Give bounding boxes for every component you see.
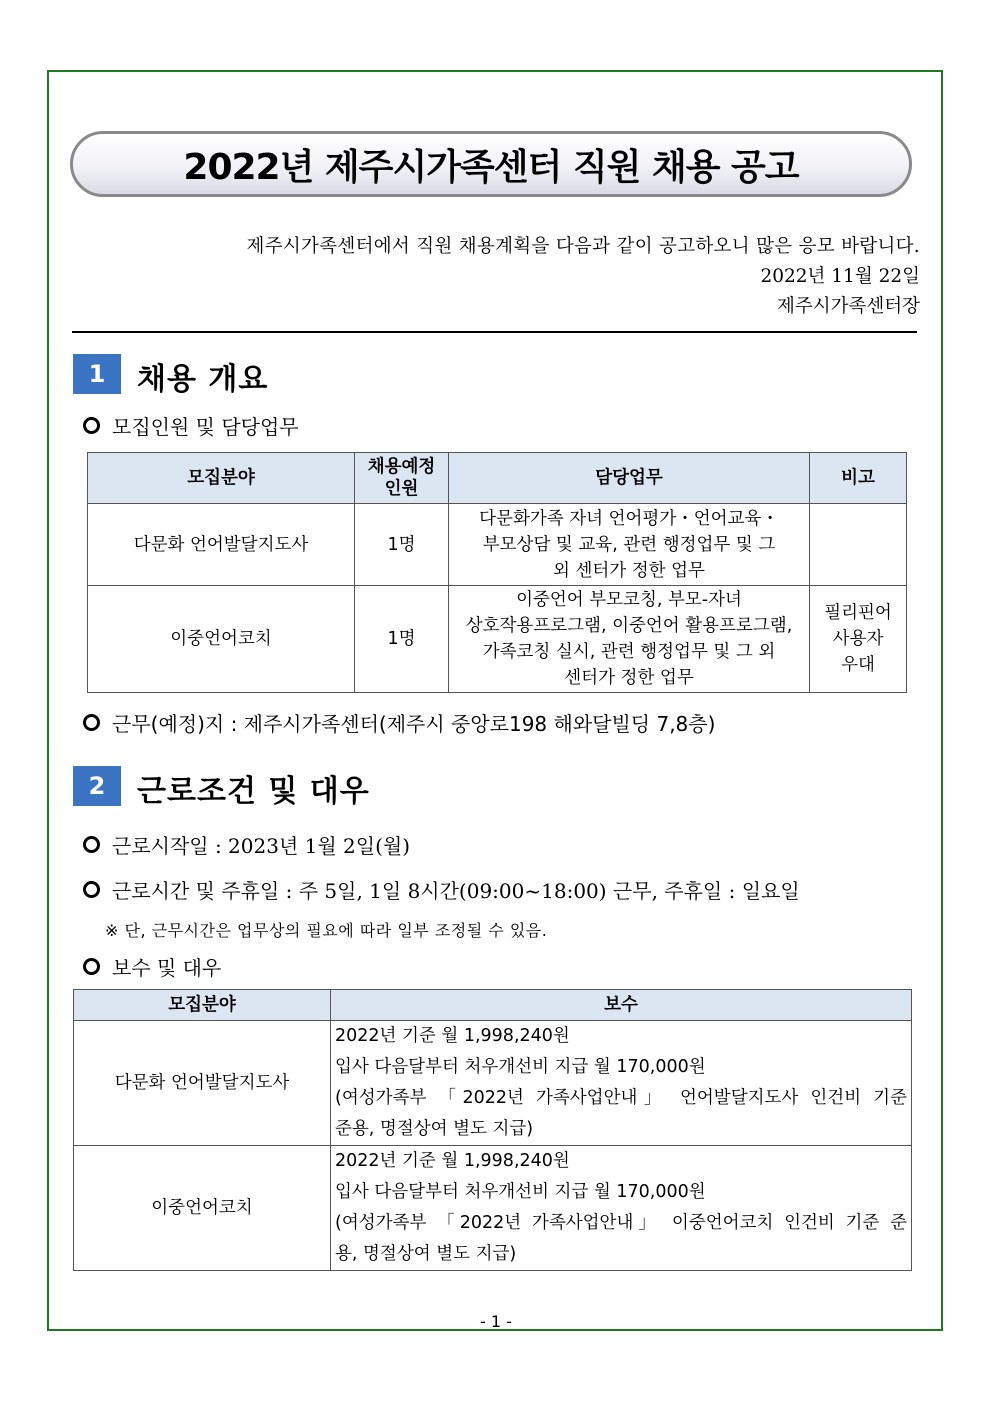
pay-heading: 보수 및 대우 [83, 952, 221, 981]
field-cell: 다문화 언어발달지도사 [74, 1021, 331, 1146]
duty-cell: 이중언어 부모코칭, 부모-자녀 상호작용프로그램, 이중언어 활용프로그램, 가족코칭 실시, 관련 행정업무 및 그 외 센터가 정한 업무 [449, 586, 810, 693]
table-row [88, 586, 907, 693]
duty-cell: 다문화가족 자녀 언어평가・언어교육・ 부모상담 및 교육, 관련 행정업무 및 그 외 센터가 정한 업무 [449, 504, 810, 586]
table-row [74, 1146, 912, 1271]
field-cell: 이중언어코치 [88, 586, 355, 693]
field-cell: 다문화 언어발달지도사 [88, 504, 355, 586]
pay-cell: 2022년 기준 월 1,998,240원 입사 다음달부터 처우개선비 지급 월 170,000원 (여성가족부 「2022년 가족사업안내」 이중언어코치 인건비 기준 준 용, 명절상여 별도 지급) [331, 1146, 912, 1271]
section-2-number: 2 [73, 766, 121, 806]
announcement-date: 2022년 11월 22일 [760, 266, 920, 287]
header-pay: 보수 [331, 990, 912, 1021]
page-number: - 1 - [480, 1312, 512, 1331]
header-note: 비고 [810, 453, 907, 504]
title-banner [70, 131, 912, 197]
field-cell: 이중언어코치 [74, 1146, 331, 1271]
workplace-line: 근무(예정)지 : 제주시가족센터(제주시 중앙로198 해와달빌딩 7,8층) [83, 708, 715, 737]
issuer: 제주시가족센터장 [777, 296, 920, 317]
ring-bullet-icon [83, 714, 100, 731]
count-cell: 1명 [355, 504, 449, 586]
divider [72, 331, 917, 333]
table-row [88, 504, 907, 586]
section-2-title: 근로조건 및 대우 [137, 774, 370, 809]
section-1-title: 채용 개요 [137, 362, 269, 397]
note-cell [810, 504, 907, 586]
ring-bullet-icon [83, 881, 100, 898]
ring-bullet-icon [83, 417, 100, 434]
header-field: 모집분야 [88, 453, 355, 504]
hours-line: 근로시간 및 주휴일 : 주 5일, 1일 8시간(09:00~18:00) 근무, 주휴일 : 일요일 [83, 875, 800, 904]
section-1-number: 1 [73, 354, 121, 394]
header-field: 모집분야 [74, 990, 331, 1021]
header-duty: 담당업무 [449, 453, 810, 504]
ring-bullet-icon [83, 958, 100, 975]
start-date-line: 근로시작일 : 2023년 1월 2일(월) [83, 830, 410, 859]
recruit-heading: 모집인원 및 담당업무 [83, 411, 299, 440]
note-cell: 필리핀어 사용자 우대 [810, 586, 907, 693]
pay-table [73, 989, 912, 1271]
table-row [74, 1021, 912, 1146]
hours-note: ※ 단, 근무시간은 업무상의 필요에 따라 일부 조정될 수 있음. [105, 921, 548, 940]
page-title: 2022년 제주시가족센터 직원 채용 공고 [183, 146, 799, 188]
count-cell: 1명 [355, 586, 449, 693]
header-count: 채용예정 인원 [355, 453, 449, 504]
intro-text: 제주시가족센터에서 직원 채용계획을 다음과 같이 공고하오니 많은 응모 바랍니다. [246, 236, 920, 257]
recruit-table [87, 452, 907, 693]
ring-bullet-icon [83, 836, 100, 853]
pay-cell: 2022년 기준 월 1,998,240원 입사 다음달부터 처우개선비 지급 월 170,000원 (여성가족부 「2022년 가족사업안내」 언어발달지도사 인건비 기준 준용, 명절상여 별도 지급) [331, 1021, 912, 1146]
